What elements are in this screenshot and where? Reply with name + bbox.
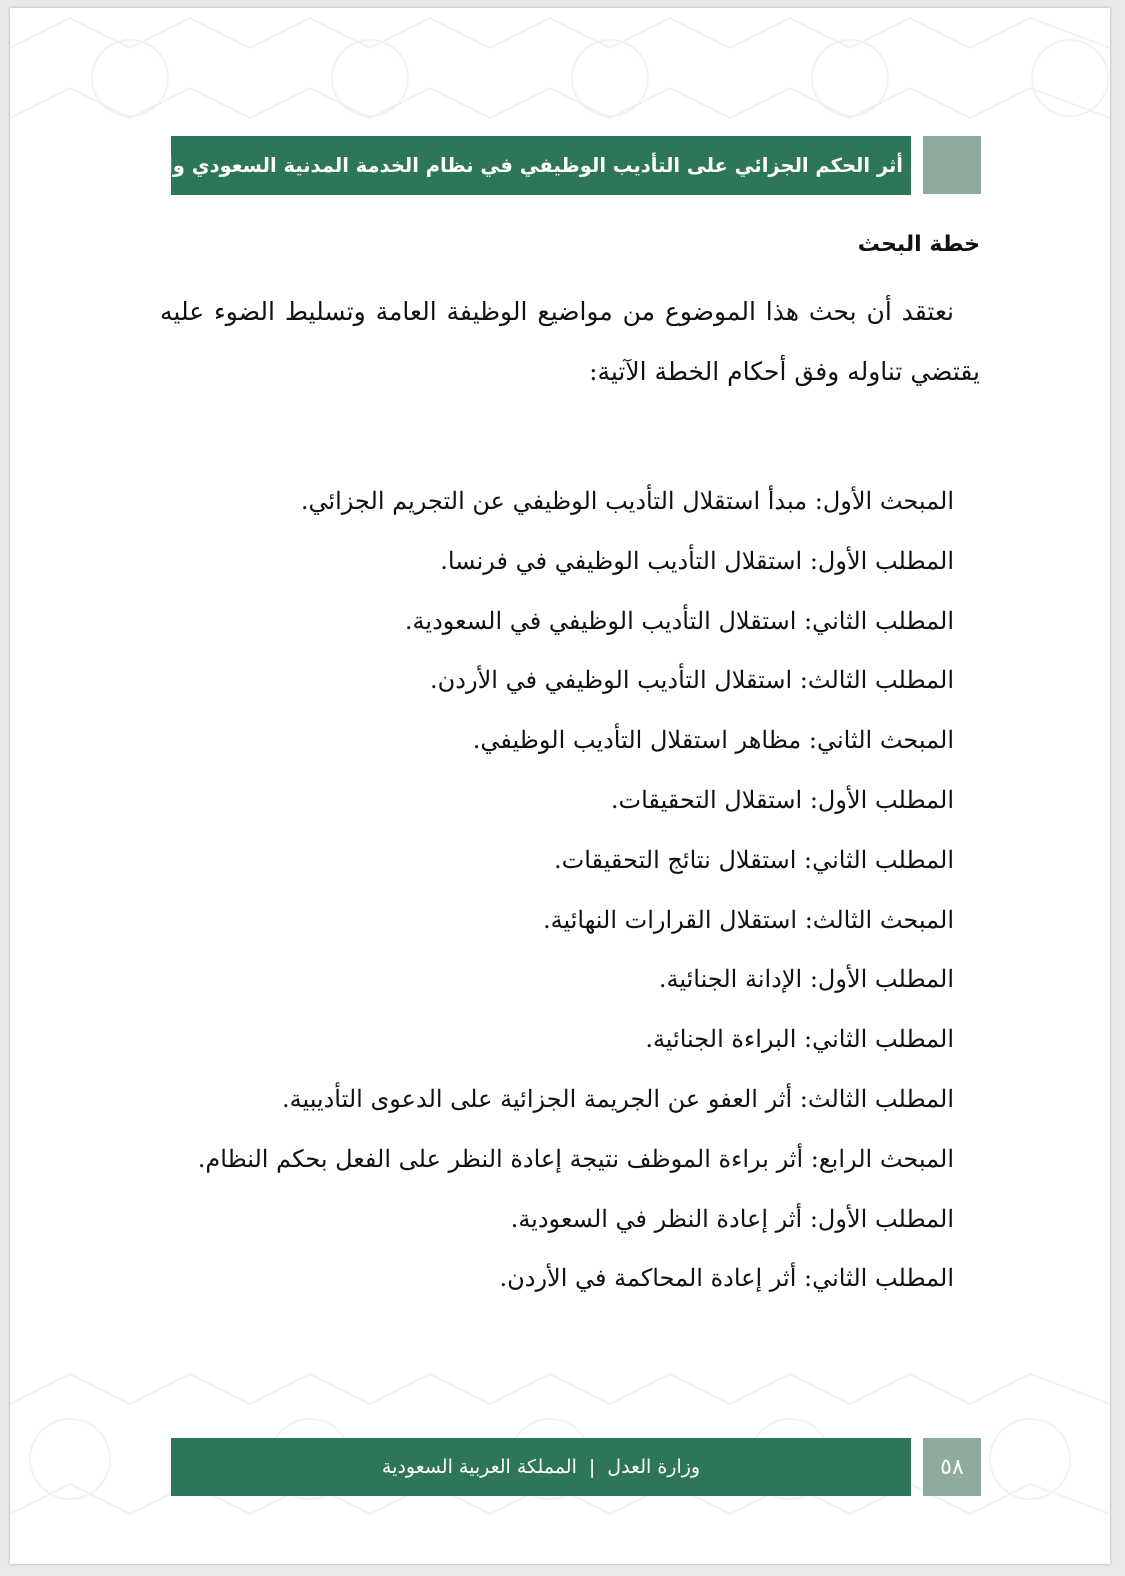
footer-bar [171, 1438, 911, 1496]
running-header-title: أثر الحكم الجزائي على التأديب الوظيفي في نظام الخدمة المدنية السعودي والأردني [103, 154, 903, 177]
header-accent-square [923, 136, 981, 194]
section-heading: خطة البحث [857, 232, 980, 257]
footer-ministry: وزارة العدل [607, 1456, 701, 1478]
outline-item: المطلب الثاني: استقلال نتائج التحقيقات. [554, 845, 954, 874]
document-page [10, 8, 1110, 1564]
outline-item: المبحث الرابع: أثر براءة الموظف نتيجة إعادة النظر على الفعل بحكم النظام. [197, 1144, 954, 1173]
outline-item: المطلب الأول: استقلال التحقيقات. [610, 785, 954, 814]
research-outline [160, 472, 980, 1309]
footer-country: المملكة العربية السعودية [381, 1456, 577, 1478]
outline-item: المطلب الثاني: أثر إعادة المحاكمة في الأردن. [499, 1264, 954, 1293]
intro-text: نعتقد أن بحث هذا الموضوع من مواضيع الوظيفة العامة وتسليط الضوء عليه يقتضي تناوله وفق أحكام الخطة الآتية: [160, 297, 980, 386]
page-number: ٥٨ [923, 1438, 981, 1496]
intro-paragraph [160, 282, 980, 402]
outline-item: المطلب الثاني: البراءة الجنائية. [645, 1025, 954, 1054]
outline-item: المطلب الثاني: استقلال التأديب الوظيفي في السعودية. [404, 606, 954, 635]
outline-item: المطلب الثالث: أثر العفو عن الجريمة الجزائية على الدعوى التأديبية. [281, 1084, 954, 1113]
outline-item: المطلب الأول: أثر إعادة النظر في السعودية. [510, 1204, 954, 1233]
footer-separator: | [588, 1456, 596, 1478]
main-content [160, 230, 980, 1309]
outline-item: المبحث الأول: مبدأ استقلال التأديب الوظيفي عن التجريم الجزائي. [300, 487, 954, 515]
outline-item: المبحث الثاني: مظاهر استقلال التأديب الوظيفي. [472, 726, 954, 755]
outline-item: المطلب الأول: الإدانة الجنائية. [658, 965, 954, 994]
outline-item: المطلب الأول: استقلال التأديب الوظيفي في فرنسا. [440, 546, 954, 575]
header-bar [103, 136, 911, 195]
outline-item: المبحث الثالث: استقلال القرارات النهائية. [543, 905, 954, 934]
outline-item: المطلب الثالث: استقلال التأديب الوظيفي في الأردن. [430, 666, 954, 695]
